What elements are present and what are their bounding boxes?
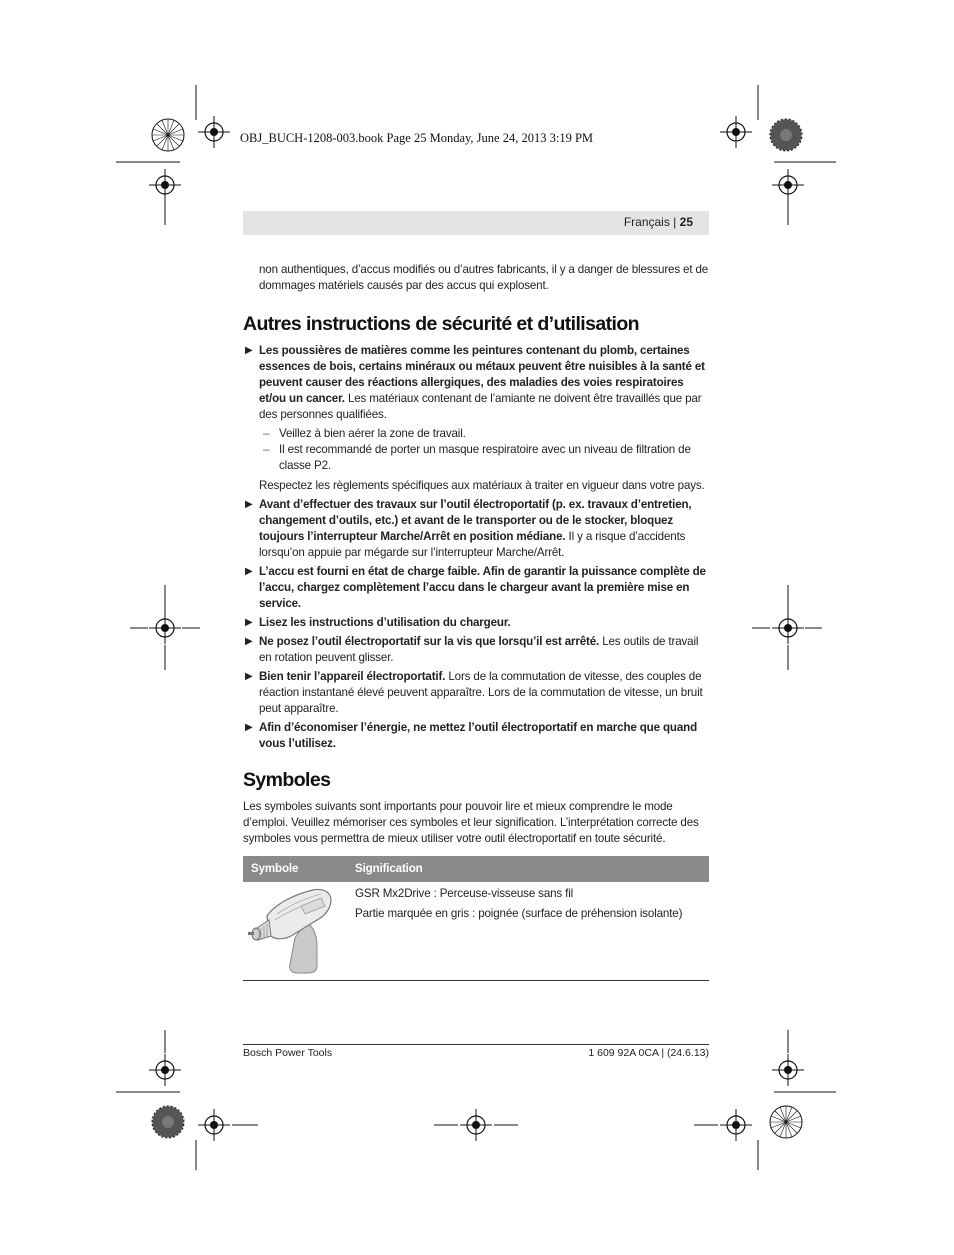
bullet-3-bold: L’accu est fourni en état de charge faible. Afin de garantir la puissance complète de l’accu, chargez complètement l’accu dans le chargeur avant la première mise en service. bbox=[259, 565, 706, 610]
header-language: Français bbox=[623, 215, 670, 229]
dash-mark: – bbox=[263, 427, 270, 440]
page-number: 25 bbox=[679, 215, 693, 229]
bullet-arrow-icon: ▶ bbox=[245, 345, 253, 356]
bullet-5-bold: Ne posez l’outil électroportatif sur la vis que lorsqu’il est arrêté. bbox=[259, 635, 600, 648]
bullet-7-bold: Afin d’économiser l’énergie, ne mettez l’outil électroportatif en marche que quand vous l’utilisez. bbox=[259, 721, 698, 750]
bullet-arrow-icon: ▶ bbox=[245, 566, 253, 577]
section-title-safety: Autres instructions de sécurité et d’utilisation bbox=[243, 313, 639, 335]
registration-cross-icon bbox=[772, 1054, 804, 1086]
bullet-1-bold: Les poussières de matières comme les peintures contenant du plomb, certaines essences de bois, certains minéraux ou métaux peuvent être nuisibles à la santé et peuvent causer des réactions allergiques, des maladies des voies respiratoires et/ou un cancer. bbox=[259, 344, 705, 405]
registration-star-icon bbox=[152, 119, 184, 151]
bullet-6-text: Lors de la commutation de vitesse, des couples de réaction instantané élevé peuvent apparaître. Lors de la commutation de vitesse, un bruit peut apparaître. bbox=[259, 670, 703, 715]
print-job-header: OBJ_BUCH-1208-003.book Page 25 Monday, June 24, 2013 3:19 PM bbox=[240, 131, 594, 145]
bullet-arrow-icon: ▶ bbox=[245, 722, 253, 733]
registration-cross-icon bbox=[460, 1109, 492, 1141]
registration-cross-icon bbox=[149, 169, 181, 201]
registration-star-icon bbox=[770, 1106, 802, 1138]
registration-cross-icon bbox=[772, 169, 804, 201]
symbols-intro: Les symboles suivants sont importants pour pouvoir lire et mieux comprendre le mode d’emploi. Veuillez mémoriser ces symboles et leur signification. L’interprétation correcte des symboles vous permettra de mieux utiliser votre outil électroportatif en toute sécurité. bbox=[243, 800, 699, 845]
registration-cross-icon bbox=[720, 1109, 752, 1141]
bullet-arrow-icon: ▶ bbox=[245, 499, 253, 510]
dash-mark: – bbox=[263, 443, 270, 456]
bullet-arrow-icon: ▶ bbox=[245, 671, 253, 682]
footer-doc-number: 1 609 92A 0CA | (24.6.13) bbox=[588, 1047, 709, 1059]
registration-cross-icon bbox=[198, 116, 230, 148]
dash-item-1-text: Veillez à bien aérer la zone de travail. bbox=[279, 427, 466, 440]
col-header-meaning: Signification bbox=[347, 856, 709, 882]
meaning-line-2: Partie marquée en gris : poignée (surface de préhension isolante) bbox=[355, 907, 683, 920]
registration-cross-icon bbox=[198, 1109, 230, 1141]
dash-item-2-text: Il est recommandé de porter un masque respiratoire avec un niveau de filtration de classe P2. bbox=[279, 443, 691, 472]
footer-publisher: Bosch Power Tools bbox=[243, 1047, 333, 1059]
bullet-2-bold: Avant d’effectuer des travaux sur l’outil électroportatif (p. ex. travaux d’entretien, changement d’outils, etc.) et avant de le transporter ou de le stocker, bloquez toujours l’interrupteur Marche/Arrêt en position médiane. bbox=[259, 498, 692, 543]
bullet-5-text: Les outils de travail en rotation peuvent glisser. bbox=[259, 635, 699, 664]
intro-paragraph: non authentiques, d’accus modifiés ou d’autres fabricants, il y a danger de blessures et de dommages matériels causés par des accus qui explosent. bbox=[259, 263, 709, 292]
meaning-line-1: GSR Mx2Drive : Perceuse-visseuse sans fil bbox=[355, 887, 574, 900]
registration-cross-icon bbox=[149, 612, 181, 644]
col-header-symbol: Symbole bbox=[243, 856, 347, 882]
registration-star-icon bbox=[152, 1106, 184, 1138]
bullet-6-bold: Bien tenir l’appareil électroportatif. bbox=[259, 670, 446, 683]
bullet-4-bold: Lisez les instructions d’utilisation du chargeur. bbox=[259, 616, 511, 629]
registration-cross-icon bbox=[720, 116, 752, 148]
registration-cross-icon bbox=[149, 1054, 181, 1086]
bullet-arrow-icon: ▶ bbox=[245, 636, 253, 647]
registration-cross-icon bbox=[772, 612, 804, 644]
header-separator: | bbox=[669, 215, 680, 229]
section-title-symbols: Symboles bbox=[243, 769, 331, 791]
registration-star-icon bbox=[770, 119, 802, 151]
bullet-1-text: Les matériaux contenant de l’amiante ne doivent être travaillés que par des personnes qualifiées. bbox=[259, 392, 702, 421]
bullet-2-text: Il y a risque d’accidents lorsqu’on appuie par mégarde sur l’interrupteur Marche/Arrêt. bbox=[259, 530, 686, 559]
bullet-1-after: Respectez les règlements spécifiques aux matériaux à traiter en vigueur dans votre pays. bbox=[259, 479, 705, 492]
bullet-arrow-icon: ▶ bbox=[245, 617, 253, 628]
